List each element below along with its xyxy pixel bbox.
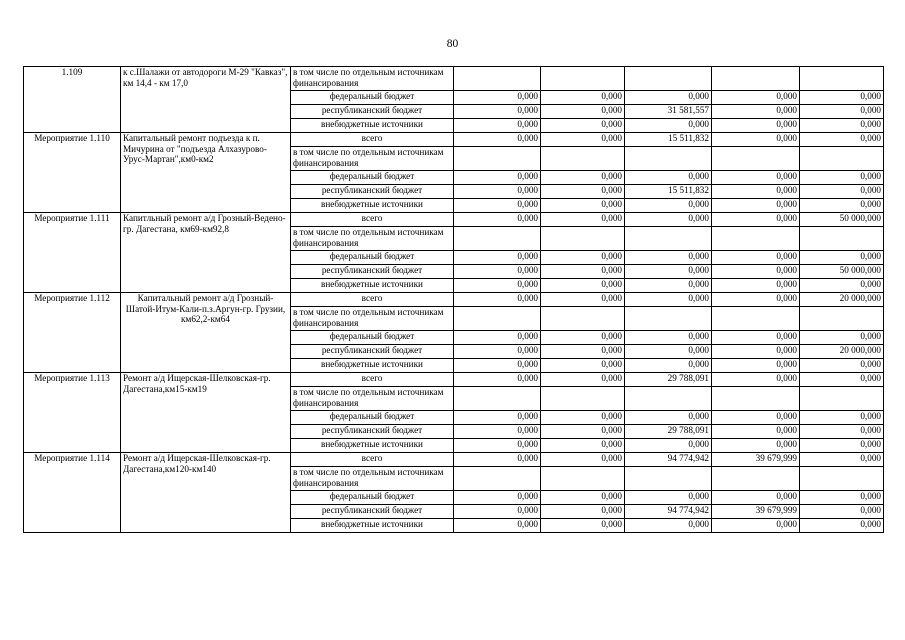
amount-cell: 0,000 xyxy=(712,199,800,213)
budget-row-heading xyxy=(24,67,884,91)
amount-cell xyxy=(800,387,884,411)
amount-cell: 0,000 xyxy=(625,345,712,359)
amount-cell: 0,000 xyxy=(800,373,884,387)
amount-cell xyxy=(712,387,800,411)
amount-cell: 0,000 xyxy=(454,185,541,199)
measure-name: Ремонт а/д Ищерская-Шелковская-гр. Дагестана,км120-км140 xyxy=(121,453,291,533)
amount-cell: 0,000 xyxy=(625,519,712,533)
amount-cell: 0,000 xyxy=(800,133,884,147)
funding-source-label: в том числе по отдельным источникам финансирования xyxy=(291,307,454,331)
amount-cell: 0,000 xyxy=(541,453,625,467)
amount-cell: 0,000 xyxy=(454,519,541,533)
funding-source-label: в том числе по отдельным источникам финансирования xyxy=(291,147,454,171)
measure-name: Капитальный ремонт подъезда к п. Мичурина от "подъезда Алхазурово-Урус-Мартан",км0-км2 xyxy=(121,133,291,213)
budget-row-total xyxy=(24,293,884,307)
amount-cell: 0,000 xyxy=(454,453,541,467)
budget-row-total xyxy=(24,213,884,227)
funding-source-label: всего xyxy=(291,293,454,307)
amount-cell xyxy=(454,307,541,331)
amount-cell: 0,000 xyxy=(712,265,800,279)
amount-cell xyxy=(712,227,800,251)
amount-cell: 0,000 xyxy=(541,119,625,133)
amount-cell: 0,000 xyxy=(800,519,884,533)
amount-cell: 94 774,942 xyxy=(625,505,712,519)
amount-cell: 0,000 xyxy=(625,279,712,293)
amount-cell: 0,000 xyxy=(454,345,541,359)
amount-cell: 39 679,999 xyxy=(712,505,800,519)
amount-cell: 0,000 xyxy=(541,91,625,105)
funding-source-label: всего xyxy=(291,213,454,227)
amount-cell: 0,000 xyxy=(800,251,884,265)
funding-source-label: всего xyxy=(291,453,454,467)
funding-source-label: федеральный бюджет xyxy=(291,171,454,185)
funding-source-label: федеральный бюджет xyxy=(291,411,454,425)
amount-cell: 0,000 xyxy=(541,293,625,307)
funding-source-label: внебюджетные источники xyxy=(291,519,454,533)
amount-cell xyxy=(625,147,712,171)
amount-cell: 20 000,000 xyxy=(800,345,884,359)
amount-cell xyxy=(625,67,712,91)
funding-source-label: федеральный бюджет xyxy=(291,331,454,345)
amount-cell: 0,000 xyxy=(625,293,712,307)
amount-cell xyxy=(800,227,884,251)
budget-row-total xyxy=(24,373,884,387)
amount-cell: 0,000 xyxy=(625,265,712,279)
amount-cell: 0,000 xyxy=(541,519,625,533)
funding-source-label: республиканский бюджет xyxy=(291,425,454,439)
measure-name: Ремонт а/д Ищерская-Шелковская-гр. Дагестана,км15-км19 xyxy=(121,373,291,453)
amount-cell xyxy=(625,387,712,411)
measure-id: 1.109 xyxy=(24,67,121,133)
amount-cell xyxy=(541,227,625,251)
amount-cell: 0,000 xyxy=(454,133,541,147)
measure-name: Капитальный ремонт а/д Грозный-Шатой-Итум-Кали-п.з.Аргун-гр. Грузии, км62,2-км64 xyxy=(121,293,291,373)
amount-cell: 0,000 xyxy=(800,199,884,213)
amount-cell: 50 000,000 xyxy=(800,213,884,227)
amount-cell: 0,000 xyxy=(541,373,625,387)
amount-cell: 0,000 xyxy=(454,213,541,227)
amount-cell xyxy=(454,147,541,171)
amount-cell: 94 774,942 xyxy=(625,453,712,467)
amount-cell: 0,000 xyxy=(541,411,625,425)
funding-source-label: в том числе по отдельным источникам финансирования xyxy=(291,67,454,91)
amount-cell xyxy=(541,147,625,171)
amount-cell: 0,000 xyxy=(712,345,800,359)
amount-cell: 0,000 xyxy=(541,359,625,373)
amount-cell: 0,000 xyxy=(541,185,625,199)
funding-source-label: федеральный бюджет xyxy=(291,491,454,505)
amount-cell xyxy=(454,467,541,491)
amount-cell: 0,000 xyxy=(800,185,884,199)
amount-cell xyxy=(541,307,625,331)
amount-cell: 0,000 xyxy=(454,439,541,453)
measure-id: Мероприятие 1.112 xyxy=(24,293,121,373)
amount-cell: 0,000 xyxy=(800,105,884,119)
amount-cell: 0,000 xyxy=(625,491,712,505)
amount-cell xyxy=(625,227,712,251)
amount-cell: 0,000 xyxy=(454,359,541,373)
amount-cell: 0,000 xyxy=(712,133,800,147)
funding-source-label: в том числе по отдельным источникам финансирования xyxy=(291,227,454,251)
amount-cell: 0,000 xyxy=(800,425,884,439)
amount-cell: 0,000 xyxy=(625,119,712,133)
funding-source-label: республиканский бюджет xyxy=(291,105,454,119)
amount-cell: 0,000 xyxy=(541,331,625,345)
amount-cell: 0,000 xyxy=(800,331,884,345)
measure-id: Мероприятие 1.110 xyxy=(24,133,121,213)
amount-cell: 0,000 xyxy=(800,411,884,425)
amount-cell: 0,000 xyxy=(625,171,712,185)
amount-cell xyxy=(712,467,800,491)
amount-cell xyxy=(712,307,800,331)
amount-cell: 0,000 xyxy=(541,279,625,293)
amount-cell: 0,000 xyxy=(712,519,800,533)
amount-cell: 0,000 xyxy=(454,505,541,519)
amount-cell: 50 000,000 xyxy=(800,265,884,279)
funding-source-label: федеральный бюджет xyxy=(291,251,454,265)
amount-cell xyxy=(800,467,884,491)
amount-cell: 0,000 xyxy=(800,491,884,505)
amount-cell: 0,000 xyxy=(625,199,712,213)
funding-source-label: внебюджетные источники xyxy=(291,359,454,373)
amount-cell xyxy=(712,67,800,91)
amount-cell: 0,000 xyxy=(712,425,800,439)
funding-source-label: республиканский бюджет xyxy=(291,185,454,199)
amount-cell: 0,000 xyxy=(625,411,712,425)
amount-cell: 0,000 xyxy=(454,265,541,279)
amount-cell: 0,000 xyxy=(800,359,884,373)
amount-cell: 0,000 xyxy=(454,331,541,345)
amount-cell: 0,000 xyxy=(800,119,884,133)
amount-cell: 0,000 xyxy=(454,91,541,105)
measure-id: Мероприятие 1.113 xyxy=(24,373,121,453)
amount-cell: 0,000 xyxy=(800,279,884,293)
amount-cell: 0,000 xyxy=(712,251,800,265)
amount-cell: 0,000 xyxy=(454,411,541,425)
budget-table xyxy=(23,66,884,533)
amount-cell: 0,000 xyxy=(541,265,625,279)
amount-cell xyxy=(454,387,541,411)
amount-cell xyxy=(800,307,884,331)
measure-name: к с.Шалажи от автодороги М-29 "Кавказ", км 14,4 - км 17,0 xyxy=(121,67,291,133)
amount-cell: 0,000 xyxy=(800,171,884,185)
amount-cell xyxy=(625,307,712,331)
amount-cell: 0,000 xyxy=(625,251,712,265)
amount-cell: 0,000 xyxy=(541,505,625,519)
amount-cell: 0,000 xyxy=(454,279,541,293)
amount-cell: 0,000 xyxy=(800,439,884,453)
funding-source-label: внебюджетные источники xyxy=(291,439,454,453)
amount-cell: 0,000 xyxy=(712,439,800,453)
amount-cell xyxy=(800,147,884,171)
amount-cell xyxy=(541,387,625,411)
funding-source-label: республиканский бюджет xyxy=(291,505,454,519)
amount-cell: 0,000 xyxy=(541,199,625,213)
amount-cell: 0,000 xyxy=(454,293,541,307)
amount-cell: 0,000 xyxy=(541,105,625,119)
amount-cell: 15 511,832 xyxy=(625,185,712,199)
measure-name: Капитльный ремонт а/д Грозный-Ведено-гр. Дагестана, км69-км92,8 xyxy=(121,213,291,293)
amount-cell: 0,000 xyxy=(712,373,800,387)
amount-cell: 0,000 xyxy=(712,91,800,105)
funding-source-label: в том числе по отдельным источникам финансирования xyxy=(291,467,454,491)
amount-cell: 0,000 xyxy=(454,491,541,505)
amount-cell: 20 000,000 xyxy=(800,293,884,307)
amount-cell: 0,000 xyxy=(800,91,884,105)
amount-cell: 0,000 xyxy=(712,411,800,425)
amount-cell: 0,000 xyxy=(541,251,625,265)
amount-cell: 0,000 xyxy=(454,119,541,133)
amount-cell: 39 679,999 xyxy=(712,453,800,467)
amount-cell: 0,000 xyxy=(454,373,541,387)
amount-cell: 0,000 xyxy=(541,439,625,453)
amount-cell: 0,000 xyxy=(541,345,625,359)
amount-cell xyxy=(541,67,625,91)
budget-table-body xyxy=(24,67,884,533)
amount-cell: 0,000 xyxy=(712,491,800,505)
amount-cell xyxy=(712,147,800,171)
amount-cell: 29 788,091 xyxy=(625,373,712,387)
amount-cell xyxy=(454,67,541,91)
amount-cell: 29 788,091 xyxy=(625,425,712,439)
funding-source-label: республиканский бюджет xyxy=(291,345,454,359)
amount-cell: 0,000 xyxy=(625,439,712,453)
funding-source-label: всего xyxy=(291,133,454,147)
measure-id: Мероприятие 1.111 xyxy=(24,213,121,293)
amount-cell: 0,000 xyxy=(712,331,800,345)
amount-cell: 0,000 xyxy=(625,213,712,227)
amount-cell: 0,000 xyxy=(712,293,800,307)
amount-cell: 0,000 xyxy=(712,279,800,293)
amount-cell: 0,000 xyxy=(454,105,541,119)
amount-cell: 31 581,557 xyxy=(625,105,712,119)
amount-cell: 0,000 xyxy=(625,91,712,105)
amount-cell: 0,000 xyxy=(712,105,800,119)
amount-cell: 0,000 xyxy=(625,331,712,345)
amount-cell: 0,000 xyxy=(712,171,800,185)
amount-cell: 0,000 xyxy=(454,199,541,213)
funding-source-label: внебюджетные источники xyxy=(291,279,454,293)
amount-cell: 0,000 xyxy=(454,171,541,185)
funding-source-label: республиканский бюджет xyxy=(291,265,454,279)
funding-source-label: внебюджетные источники xyxy=(291,199,454,213)
amount-cell xyxy=(625,467,712,491)
amount-cell: 0,000 xyxy=(541,491,625,505)
measure-id: Мероприятие 1.114 xyxy=(24,453,121,533)
amount-cell: 0,000 xyxy=(454,251,541,265)
funding-source-label: всего xyxy=(291,373,454,387)
amount-cell: 0,000 xyxy=(712,119,800,133)
amount-cell: 0,000 xyxy=(541,171,625,185)
amount-cell: 0,000 xyxy=(454,425,541,439)
page-number: 80 xyxy=(446,38,459,50)
amount-cell: 0,000 xyxy=(541,133,625,147)
amount-cell xyxy=(800,67,884,91)
funding-source-label: внебюджетные источники xyxy=(291,119,454,133)
amount-cell: 0,000 xyxy=(541,213,625,227)
funding-source-label: в том числе по отдельным источникам финансирования xyxy=(291,387,454,411)
amount-cell: 0,000 xyxy=(712,359,800,373)
amount-cell: 15 511,832 xyxy=(625,133,712,147)
amount-cell xyxy=(454,227,541,251)
funding-source-label: федеральный бюджет xyxy=(291,91,454,105)
amount-cell: 0,000 xyxy=(800,453,884,467)
amount-cell: 0,000 xyxy=(712,185,800,199)
budget-row-total xyxy=(24,133,884,147)
amount-cell: 0,000 xyxy=(712,213,800,227)
amount-cell: 0,000 xyxy=(625,359,712,373)
amount-cell: 0,000 xyxy=(541,425,625,439)
amount-cell xyxy=(541,467,625,491)
budget-row-total xyxy=(24,453,884,467)
amount-cell: 0,000 xyxy=(800,505,884,519)
